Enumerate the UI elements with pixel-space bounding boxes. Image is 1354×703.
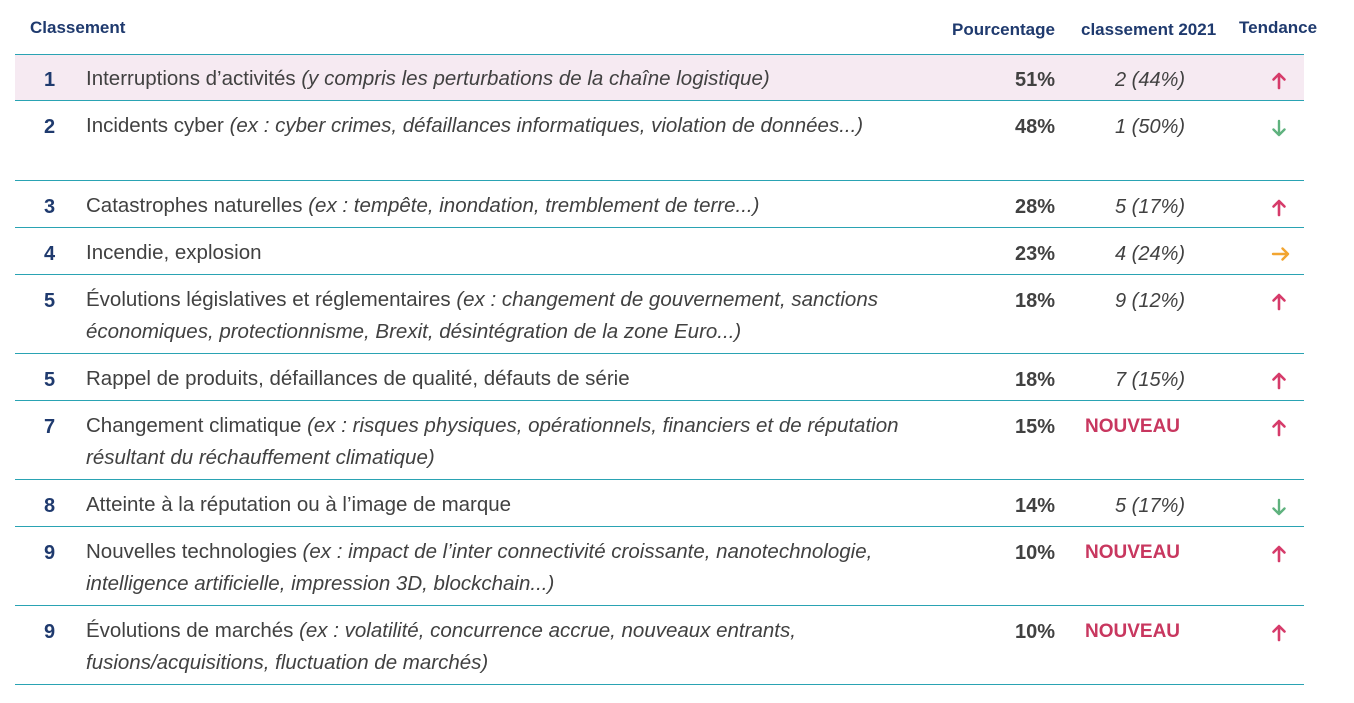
row-percent: 18%	[1014, 290, 1055, 312]
row-rank: 5	[44, 290, 56, 312]
up-arrow-icon	[1271, 293, 1291, 313]
row-risk-name: Évolutions législatives et réglementaires	[86, 288, 457, 311]
row-label	[86, 63, 926, 95]
new-badge: NOUVEAU	[1085, 542, 1181, 563]
down-arrow-icon	[1271, 498, 1291, 518]
table-row	[15, 55, 1304, 101]
row-label	[86, 489, 926, 521]
row-rank: 2	[44, 116, 56, 138]
row-risk-name: Catastrophes naturelles	[86, 194, 309, 217]
up-arrow-icon	[1271, 372, 1291, 392]
up-arrow-icon	[1271, 72, 1291, 92]
row-percent: 48%	[1014, 116, 1055, 138]
row-percent: 51%	[1014, 69, 1055, 91]
row-label	[86, 536, 926, 600]
row-prev-rank: 9 (12%)	[1115, 290, 1186, 312]
table-row	[15, 275, 1304, 354]
new-badge: NOUVEAU	[1085, 621, 1181, 642]
table-row	[15, 354, 1304, 401]
row-rank: 1	[44, 69, 56, 91]
row-risk-name: Atteinte à la réputation ou à l’image de marque	[86, 493, 512, 516]
row-rank: 3	[44, 196, 56, 218]
row-rank: 7	[44, 416, 56, 438]
row-percent: 10%	[1014, 542, 1055, 564]
row-risk-examples: (ex : impact de l’inter connectivité croissante, nanotechnologie, intelligence artificielle, impression 3D, blockchain...)	[86, 540, 873, 595]
row-risk-examples: (ex : cyber crimes, défaillances informatiques, violation de données...)	[229, 114, 864, 137]
row-risk-name: Incendie, explosion	[86, 241, 262, 264]
row-label	[86, 190, 926, 222]
row-label	[86, 237, 926, 269]
row-risk-name: Nouvelles technologies	[86, 540, 303, 563]
row-rank: 5	[44, 369, 56, 391]
header-prev-rank: classement 2021	[1081, 20, 1217, 39]
header-trend: Tendance	[1239, 18, 1318, 37]
up-arrow-icon	[1271, 199, 1291, 219]
row-prev-rank: 7 (15%)	[1115, 369, 1186, 391]
row-percent: 18%	[1014, 369, 1055, 391]
row-label	[86, 110, 926, 142]
row-risk-examples: (ex : tempête, inondation, tremblement de terre...)	[308, 194, 760, 217]
row-risk-examples: (ex : risques physiques, opérationnels, financiers et de réputation résultant du réchauffement climatique)	[86, 414, 899, 469]
row-rank: 9	[44, 542, 56, 564]
row-percent: 14%	[1014, 495, 1055, 517]
row-prev-rank: 1 (50%)	[1115, 116, 1186, 138]
row-risk-examples: (ex : changement de gouvernement, sanctions économiques, protectionnisme, Brexit, désintégration de la zone Euro...)	[86, 288, 878, 343]
new-badge: NOUVEAU	[1085, 416, 1181, 437]
down-arrow-icon	[1271, 119, 1291, 139]
row-label	[86, 284, 926, 348]
up-arrow-icon	[1271, 624, 1291, 644]
row-risk-name: Rappel de produits, défaillances de qualité, défauts de série	[86, 367, 630, 390]
row-risk-examples: (ex : volatilité, concurrence accrue, nouveaux entrants, fusions/acquisitions, fluctuation de marchés)	[86, 619, 796, 674]
row-risk-name: Changement climatique	[86, 414, 308, 437]
row-percent: 15%	[1014, 416, 1055, 438]
table-row	[15, 606, 1304, 685]
table-row	[15, 101, 1304, 181]
row-label	[86, 363, 926, 395]
row-risk-name: Interruptions d’activités	[86, 67, 302, 90]
row-label	[86, 410, 926, 474]
up-arrow-icon	[1271, 419, 1291, 439]
row-risk-name: Incidents cyber	[86, 114, 230, 137]
row-rank: 9	[44, 621, 56, 643]
risk-table	[15, 54, 1304, 685]
table-row	[15, 527, 1304, 606]
row-label	[86, 615, 926, 679]
row-prev-rank: 2 (44%)	[1115, 69, 1186, 91]
table-header	[0, 0, 1354, 54]
row-risk-name: Évolutions de marchés	[86, 619, 300, 642]
right-arrow-icon	[1271, 246, 1291, 266]
table-row	[15, 181, 1304, 228]
header-rank: Classement	[30, 18, 126, 37]
row-prev-rank: 5 (17%)	[1115, 196, 1186, 218]
row-percent: 23%	[1014, 243, 1055, 265]
row-rank: 8	[44, 495, 56, 517]
up-arrow-icon	[1271, 545, 1291, 565]
row-rank: 4	[44, 243, 56, 265]
header-percent: Pourcentage	[952, 20, 1055, 39]
table-row	[15, 401, 1304, 480]
row-percent: 28%	[1014, 196, 1055, 218]
table-row	[15, 480, 1304, 527]
row-percent: 10%	[1014, 621, 1055, 643]
row-prev-rank: 4 (24%)	[1115, 243, 1186, 265]
table-row	[15, 228, 1304, 275]
row-prev-rank: 5 (17%)	[1115, 495, 1186, 517]
row-risk-examples: (y compris les perturbations de la chaîne logistique)	[301, 67, 770, 90]
